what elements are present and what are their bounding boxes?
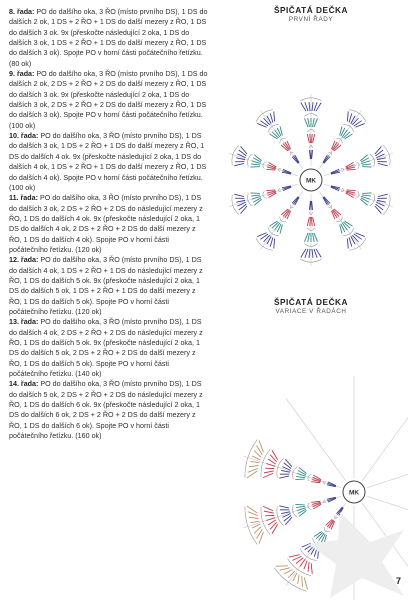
stitch-mark	[293, 573, 297, 581]
stitch-mark	[360, 199, 367, 205]
round-label: 12. řada:	[9, 256, 39, 265]
figure1-diagram	[214, 0, 408, 290]
stitch-mark	[270, 238, 273, 247]
stitch-mark	[349, 238, 352, 247]
stitch-mark	[305, 233, 308, 242]
stitch-mark	[378, 163, 388, 165]
stitch-mark	[309, 150, 310, 159]
round-text: PO do dalšího oka, 3 ŘO (místo prvního DS), 1 DS do dalších 3 ok, 1 DS + 2 ŘO + 1 DS do další mezery z ŘO, 1 DS do dalších 4 ok. 9x (přeskočte následující 2 oka, 1 DS do dalších 4 ok, 1 DS + 2 ŘO + 1 DS do další mezery z ŘO, 1 DS do dalších 4 ok). Spojte PO v horní části počátečního řetízku. (100 ok)	[9, 132, 207, 192]
stitch-mark	[314, 118, 317, 127]
stitch-mark	[251, 195, 260, 196]
round-text: PO do dalšího oka, 3 ŘO (místo prvního DS), 1 DS do dalších 4 ok, 1 DS + 2 ŘO + 1 DS do následující mezery z ŘO, 1 DS do dalších 5 ok. 9x (přeskočte následující 2 oka, 1 DS do dalších 5 ok, 1 DS + 2 ŘO + 1 DS do další mezery z ŘO, 1 DS do dalších 5 ok). Spojte PO v horní části počátečního řetízku. (120 ok)	[9, 256, 203, 316]
stitch-mark	[307, 217, 309, 226]
round-label: 14. řada:	[9, 380, 39, 389]
spoke-line	[244, 456, 341, 488]
stitch-mark	[305, 118, 308, 127]
stitch-mark	[241, 146, 247, 154]
stitch-mark	[375, 146, 381, 154]
stitch-mark	[250, 193, 259, 194]
round-label: 8. řada:	[9, 8, 35, 16]
stitch-mark	[307, 134, 309, 143]
round-paragraph	[9, 379, 209, 441]
stitch-mark	[360, 155, 367, 161]
stitch-mark	[263, 473, 273, 477]
stitch-mark	[267, 464, 276, 467]
stitch-mark	[309, 201, 310, 210]
stitch-mark	[285, 459, 292, 466]
spoke-line	[362, 398, 408, 481]
stitch-mark	[249, 517, 259, 518]
instructions-column	[9, 7, 209, 441]
stitch-mark	[345, 221, 353, 226]
stitch-mark	[362, 193, 371, 194]
stitch-mark	[289, 555, 300, 557]
stitch-mark	[310, 134, 311, 143]
round-text: PO do dalšího oka, 3 ŘO (místo prvního DS), 1 DS do dalších 2 ok, 2 DS + 2 ŘO + 2 DS do další mezery z ŘO, 1 DS do dalších 3 ok. 9x (přeskočte následující 2 oka, 1 DS do dalších 3 ok, 2 DS + 2 ŘO + 2 DS do další mezery z ŘO, 1 DS do dalších 3 ok). Spojte PO v horní části počátečního řetízku. (100 ok)	[9, 70, 208, 130]
stitch-mark	[264, 511, 274, 513]
stitch-mark	[274, 111, 275, 121]
stitch-mark	[254, 199, 261, 205]
stitch-mark	[312, 201, 313, 210]
round-text: PO do dalšího oka, 3 ŘO (místo prvního DS), 1 DS do dalších 5 ok, 2 DS + 2 ŘO + 2 DS do následující mezery z ŘO, 1 DS do dalších 6 ok. 9x (přeskočte následující 2 oka, 1 DS do dalších 6 ok, 2 DS + 2 ŘO + 2 DS do další mezery z ŘO, 1 DS do dalších 6 ok). Spojte PO v horní části počátečního řetízku. (160 ok)	[9, 380, 203, 441]
stitch-mark	[284, 570, 293, 575]
stitch-mark	[362, 167, 371, 168]
stitch-mark	[313, 118, 315, 127]
stitch-mark	[310, 217, 311, 226]
stitch-mark	[254, 155, 261, 161]
spoke-line	[286, 398, 346, 481]
stitch-mark	[347, 169, 356, 170]
stitch-mark	[347, 239, 348, 249]
round-text: PO do dalšího oka, 3 ŘO (místo prvního DS), 1 DS do dalších 2 ok, 1 DS + 2 ŘO + 1 DS do další mezery z ŘO, 1 DS do dalších 3 ok. 9x (přeskočte následující 2 oka, 1 DS do dalších 3 ok, 1 DS + 2 ŘO + 1 DS do další mezery z ŘO, 1 DS do dalších 3 ok). Spojte PO v horní části počátečního řetízku. (80 ok)	[9, 8, 208, 68]
stitch-mark	[250, 461, 259, 462]
stitch-mark	[279, 506, 289, 508]
stitch-mark	[313, 233, 315, 242]
round-paragraph	[9, 193, 209, 255]
stitch-mark	[241, 206, 247, 214]
stitch-mark	[349, 113, 352, 122]
stitch-mark	[347, 111, 348, 121]
decorative-star-shape	[300, 500, 408, 600]
stitch-mark	[263, 506, 273, 510]
round-paragraph	[9, 255, 209, 317]
stitch-mark	[267, 518, 276, 521]
stitch-mark	[308, 233, 310, 242]
round-paragraph	[9, 317, 209, 379]
stitch-mark	[274, 239, 275, 249]
stitch-mark	[266, 190, 275, 191]
stitch-mark	[288, 571, 294, 577]
stitch-mark	[276, 566, 288, 567]
page-number: 7	[395, 576, 401, 586]
stitch-mark	[378, 194, 388, 196]
stitch-mark	[270, 221, 278, 226]
spoke-line	[367, 456, 408, 488]
center-label: MK	[348, 489, 360, 497]
stitch-mark	[375, 206, 381, 214]
stitch-mark	[312, 217, 313, 226]
diagram-column	[214, 0, 408, 600]
stitch-mark	[285, 517, 292, 524]
stitch-mark	[312, 102, 313, 111]
stitch-mark	[312, 249, 313, 258]
stitch-mark	[308, 118, 310, 127]
stitch-mark	[250, 167, 259, 168]
stitch-mark	[299, 468, 306, 474]
round-text: PO do dalšího oka, 3 ŘO (místo prvního DS), 1 DS do dalších 4 ok, 2 DS + 2 ŘO + 2 DS do následující mezery z ŘO, 1 DS do dalších 5 ok. 9x (přeskočte následující 2 oka, 1 DS do dalších 5 ok, 2 DS + 2 ŘO + 2 DS do další mezery z ŘO, 1 DS do dalších 5 ok). Spojte PO v horní části počátečního řetízku. (140 ok)	[9, 318, 203, 379]
stitch-mark	[309, 102, 310, 111]
figure2-subtitle: VARIACE V ŘADÁCH	[275, 308, 347, 315]
stitch-mark	[347, 190, 356, 191]
round-label: 13. řada:	[9, 318, 39, 327]
round-label: 9. řada:	[9, 70, 35, 79]
stitch-mark	[362, 164, 371, 165]
stitch-mark	[362, 195, 371, 196]
stitch-mark	[313, 217, 315, 226]
stitch-mark	[312, 134, 313, 143]
round-label: 10. řada:	[9, 132, 39, 141]
stitch-mark	[313, 134, 315, 143]
round-paragraph	[9, 131, 209, 193]
stitch-mark	[270, 113, 273, 122]
stitch-mark	[251, 164, 260, 165]
stitch-mark	[234, 194, 244, 196]
round-label: 11. řada:	[9, 194, 38, 203]
stitch-mark	[345, 134, 353, 139]
stitch-mark	[280, 568, 291, 571]
round-text: PO do dalšího oka, 3 ŘO (místo prvního DS), 1 DS do dalších 3 ok, 2 DS + 2 ŘO + 2 DS do následující mezery z ŘO, 1 DS do dalších 4 ok. 9x (přeskočte následující 2 oka, 1 DS do dalších 4 ok, 2 DS + 2 ŘO + 2 DS do další mezery z ŘO, 1 DS do dalších 4 ok). Spojte PO v horní části počátečního řetízku. (120 ok)	[9, 194, 203, 254]
stitch-mark	[309, 249, 310, 258]
round-paragraph	[9, 7, 209, 69]
stitch-mark	[249, 466, 259, 467]
stitch-mark	[312, 150, 313, 159]
stitch-mark	[250, 521, 259, 522]
center-label: MK	[305, 177, 317, 185]
stitch-mark	[266, 169, 275, 170]
stitch-mark	[234, 163, 244, 165]
round-paragraph	[9, 69, 209, 131]
figure1-subtitle: PRVNÍ ŘADY	[288, 16, 334, 23]
stitch-mark	[314, 233, 317, 242]
stitch-mark	[264, 471, 274, 473]
stitch-mark	[270, 134, 278, 139]
stitch-mark	[279, 476, 289, 478]
figure2-title: ŠPIČATÁ DEČKA	[273, 297, 349, 307]
stitch-mark	[311, 482, 320, 483]
stitch-mark	[296, 476, 305, 477]
figure1-title: ŠPIČATÁ DEČKA	[273, 5, 349, 15]
